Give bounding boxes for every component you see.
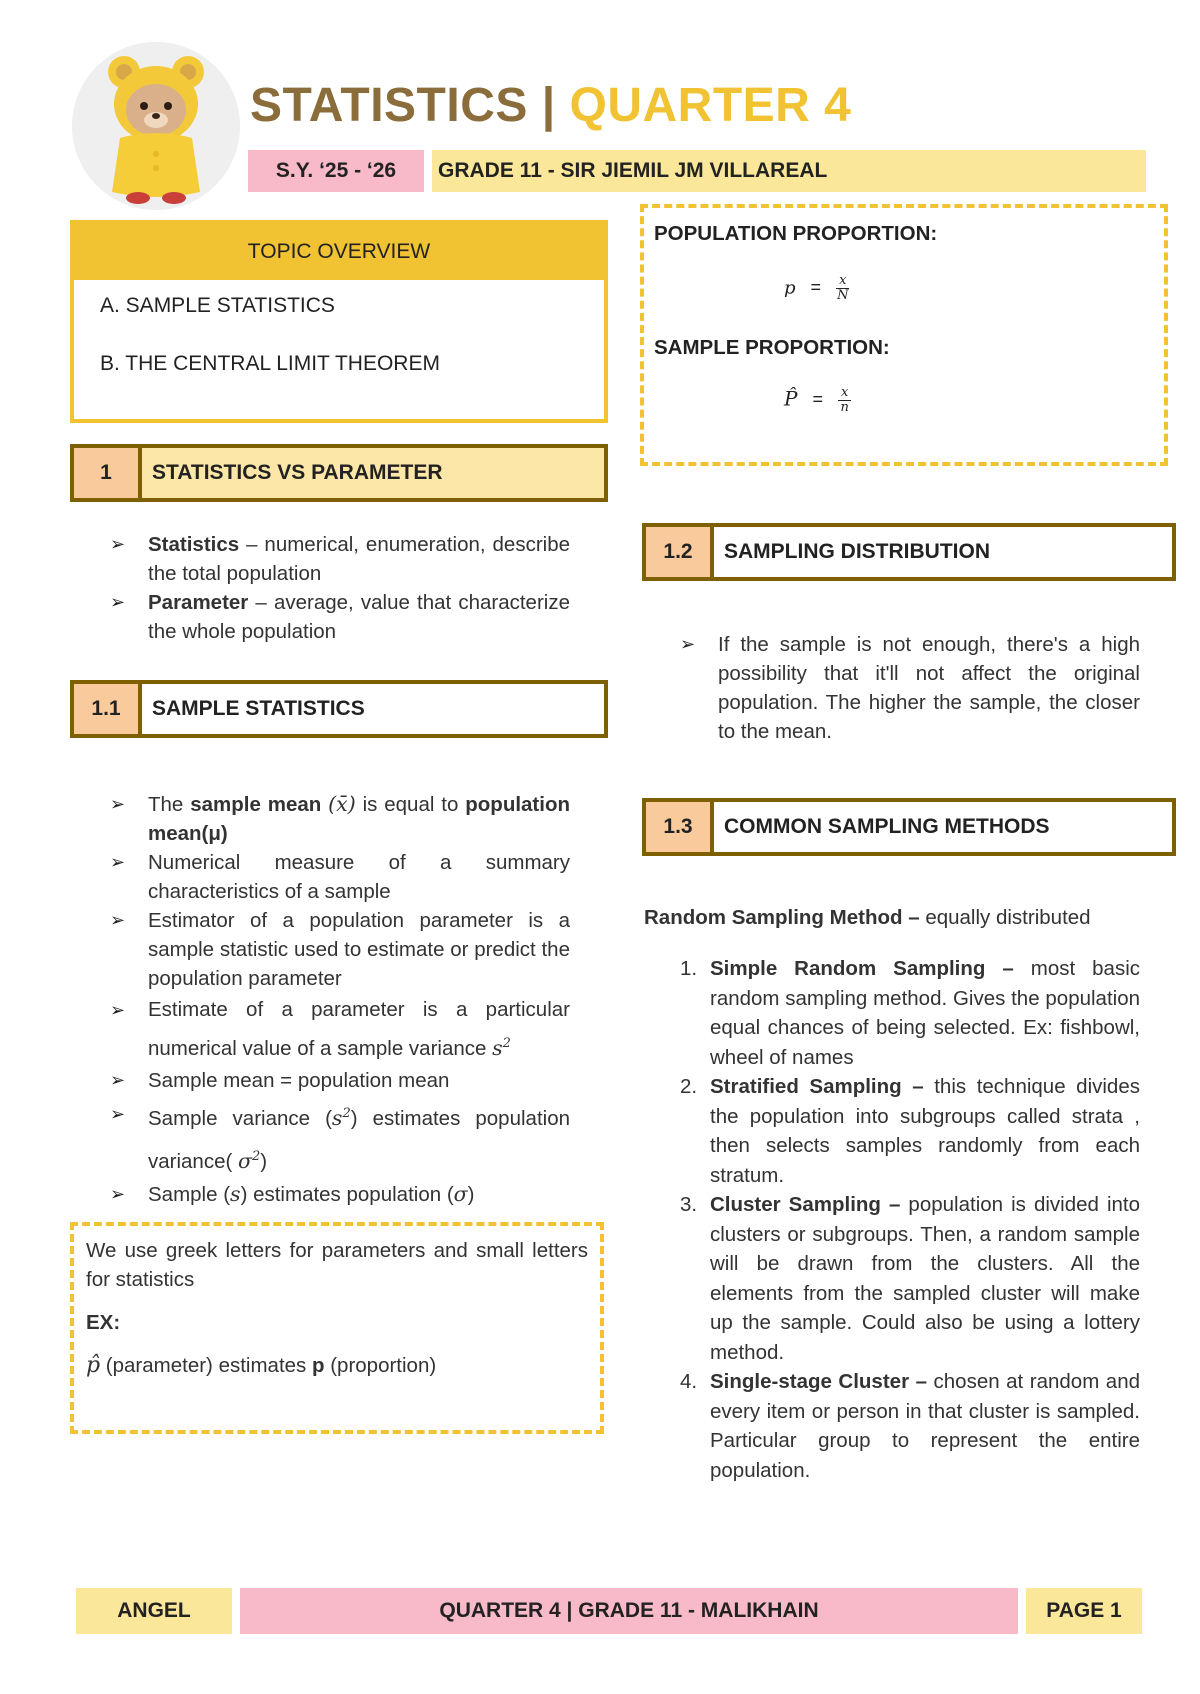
section-number: 1.1: [74, 684, 142, 734]
topic-item-a: A. SAMPLE STATISTICS: [100, 294, 335, 317]
section-number: 1.3: [646, 802, 714, 852]
school-year-badge: S.Y. ‘25 - ‘26: [248, 150, 424, 192]
sampling-methods-list: [644, 954, 1140, 1485]
section-1-1-bullets: [110, 790, 570, 1209]
section-1-2-header: [642, 523, 1176, 581]
list-item: ➢ If the sample is not enough, there's a high possibility that it'll not affect the original population. The higher the sample, the closer to the mean.: [680, 630, 1140, 746]
list-item: ➢ Sample mean = population mean: [110, 1066, 570, 1095]
list-item: ➢ The sample mean (x̄) is equal to population mean(μ): [110, 790, 570, 848]
list-item: ➢ Numerical measure of a summary characteristics of a sample: [110, 848, 570, 906]
section-1-3-header: [642, 798, 1176, 856]
footer-class-info: QUARTER 4 | GRADE 11 - MALIKHAIN: [240, 1588, 1018, 1634]
population-proportion-formula: p = $\frac{x}{N}$: [784, 273, 849, 303]
list-item: 4. Single-stage Cluster – chosen at random and every item or person in that cluster is sampled. Particular group to represent the entire population.: [680, 1370, 1141, 1482]
section-1-header: [70, 444, 608, 502]
section-1-2-bullets: [680, 630, 1140, 746]
mascot-image: [72, 42, 240, 210]
random-sampling-intro: Random Sampling Method – equally distributed: [644, 906, 1091, 929]
title-separator: |: [541, 79, 556, 132]
list-item: 1. Simple Random Sampling – most basic random sampling method. Gives the population equal chances of being selected. Ex: fishbowl, wheel of names: [680, 957, 1140, 1069]
bear-mascot-icon: [72, 42, 240, 210]
example-line: p̂ (parameter) estimates p (proportion): [86, 1353, 437, 1378]
title-main: STATISTICS: [250, 79, 528, 132]
section-number: 1.2: [646, 527, 714, 577]
list-item: ➢ Sample variance $(s^2)$ estimates population variance( $\sigma^2$): [110, 1095, 570, 1181]
greek-letters-note-box: [70, 1222, 604, 1434]
footer-author: ANGEL: [76, 1588, 232, 1634]
list-item: 2. Stratified Sampling – this technique divides the population into subgroups called strata , then selects samples randomly from each stratum.: [680, 1075, 1140, 1187]
proportion-formulas-box: [640, 204, 1168, 466]
section-title: STATISTICS VS PARAMETER: [142, 448, 604, 498]
example-label: EX:: [86, 1311, 121, 1334]
list-item: 3. Cluster Sampling – population is divided into clusters or subgroups. Then, a random sample will be drawn from the clusters. All the elements from the sampled cluster will make up the sample. Could also be using a lottery method.: [680, 1193, 1141, 1364]
topic-overview-heading: TOPIC OVERVIEW: [74, 224, 604, 280]
list-item: ➢ Parameter – average, value that characterize the whole population: [110, 588, 570, 646]
note-text: We use greek letters for parameters and small letters for statistics: [86, 1239, 588, 1291]
list-item: ➢ Estimator of a population parameter is a sample statistic used to estimate or predict the population parameter: [110, 906, 570, 993]
section-title: SAMPLING DISTRIBUTION: [724, 540, 990, 563]
list-item: ➢ Statistics – numerical, enumeration, describe the total population: [110, 530, 570, 588]
section-number: 1: [74, 448, 142, 498]
sample-proportion-formula: P̂ = $\frac{x}{n}$: [784, 386, 851, 415]
list-item: ➢ Sample (s) estimates population (σ): [110, 1180, 570, 1209]
section-title: COMMON SAMPLING METHODS: [724, 815, 1050, 838]
title-quarter: QUARTER 4: [569, 79, 852, 132]
page-title: [250, 78, 851, 133]
section-1-1-header: [70, 680, 608, 738]
section-title: SAMPLE STATISTICS: [152, 697, 365, 720]
list-item: ➢ Estimate of a parameter is a particular numerical value of a sample variance $s^2$: [110, 993, 570, 1066]
population-proportion-label: POPULATION PROPORTION:: [654, 222, 938, 245]
section-1-bullets: [110, 530, 570, 646]
grade-teacher-banner: GRADE 11 - SIR JIEMIL JM VILLAREAL: [432, 150, 1146, 192]
footer-page-number: PAGE 1: [1026, 1588, 1142, 1634]
sample-proportion-label: SAMPLE PROPORTION:: [654, 336, 890, 359]
topic-overview-box: [70, 220, 608, 423]
topic-item-b: B. THE CENTRAL LIMIT THEOREM: [100, 352, 440, 375]
